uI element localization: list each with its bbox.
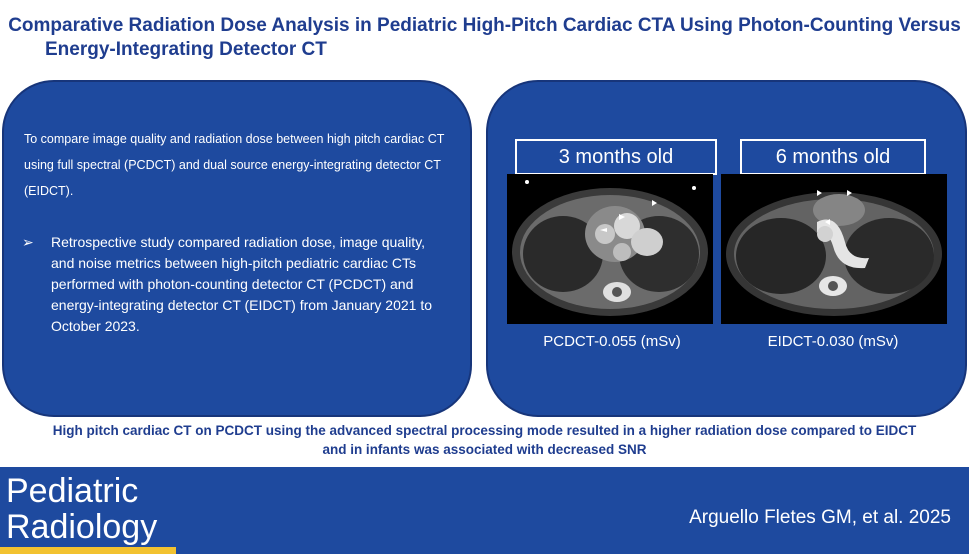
dose-label-pcdct: PCDCT-0.055 (mSv): [543, 333, 681, 350]
journal-accent-bar: [0, 547, 176, 554]
objective-text: To compare image quality and radiation dose between high pitch cardiac CT using full spectral (PCDCT) and dual source energy-integrating detector CT (EIDCT).: [24, 132, 445, 198]
dose-label-eidct: EIDCT-0.030 (mSv): [767, 333, 899, 350]
age-label-3-months: 3 months old: [515, 139, 717, 175]
images-panel: [486, 80, 967, 417]
methods-bullet: [22, 232, 452, 337]
title-line-2: Energy-Integrating Detector CT: [45, 39, 327, 60]
conclusion-line-2: and in infants was associated with decreased SNR: [322, 442, 647, 457]
title-line-1: Comparative Radiation Dose Analysis in Pediatric High-Pitch Cardiac CTA Using Photon-Counting Versus: [8, 15, 961, 36]
page-title: [0, 14, 969, 62]
citation: Arguello Fletes GM, et al. 2025: [689, 507, 951, 528]
footer-banner: [0, 467, 969, 554]
journal-logo: [6, 473, 157, 545]
journal-logo-line-2: Radiology: [6, 508, 158, 546]
ct-scan-image-pcdct: [507, 174, 713, 324]
methods-text: Retrospective study compared radiation dose, image quality, and noise metrics between high-pitch pediatric cardiac CTs performed with photon-counting detector CT (PCDCT) and energy-integrating detector CT (EIDCT) from January 2021 to October 2023.: [51, 234, 433, 334]
journal-logo-line-1: Pediatric: [6, 472, 139, 510]
arrow-bullet-icon: ➢: [22, 234, 34, 250]
objective-panel: [2, 80, 472, 417]
ct-scan-image-eidct: [721, 174, 947, 324]
conclusion-line-1: High pitch cardiac CT on PCDCT using the advanced spectral processing mode resulted in a higher radiation dose compared to EIDCT: [52, 423, 917, 438]
age-label-6-months: 6 months old: [740, 139, 926, 175]
conclusion: [0, 421, 969, 459]
